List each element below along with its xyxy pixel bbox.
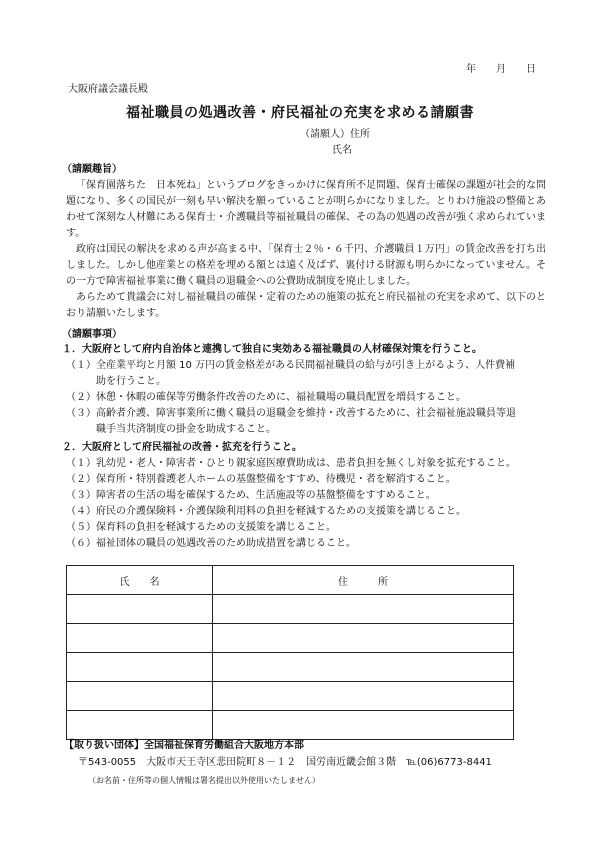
request-item-number: （１） (66, 360, 96, 371)
date-line: 年 月 日 (466, 64, 536, 75)
request-item (62, 390, 548, 406)
request-item-number: （３） (66, 408, 96, 419)
request-item-number: （５） (66, 522, 96, 533)
request-item (62, 406, 548, 438)
purpose-heading: （請願趣旨） (62, 164, 122, 175)
request-item-text: 保育料の負担を軽減するための支援策を講じること。 (96, 522, 336, 533)
signature-row[interactable] (67, 682, 514, 711)
signature-table (66, 565, 514, 740)
address-cell[interactable] (213, 682, 514, 711)
addressee: 大阪府議会議長殿 (68, 84, 148, 95)
request-item (62, 472, 548, 488)
purpose-paragraph: 「保育園落ちた 日本死ね」というブログをきっかけに保育所不足問題、保育士確保の課題が社会的な問題になり、多くの国民が一刻も早い解決を願っていることが明らかになりました。とりわけ施設の整備とあわせて深刻な人材難にある保育士・介護職員等福祉職員の確保、その為の処遇の改善が強く求められています。 (66, 180, 546, 239)
request-item (62, 536, 548, 552)
signature-header-row (67, 566, 514, 595)
request-item (62, 488, 548, 504)
petitioner-address-label: （請願人）住所 (300, 129, 370, 140)
purpose-paragraph: あらためて貴議会に対し福祉職員の確保・定着のための施策の拡充と府民福祉の充実を求めて、以下のとおり請願いたします。 (66, 292, 546, 319)
request-item-text: 保育所・特別養護老人ホームの基盤整備をすすめ、待機児・者を解消すること。 (96, 474, 456, 485)
petitioner-name-label: 氏名 (332, 145, 352, 156)
handling-organization: 【取り扱い団体】全国福祉保育労働組合大阪地方本部 (64, 740, 304, 751)
request-item-text: 福祉団体の職員の処遇改善のため助成措置を講じること。 (96, 538, 356, 549)
address-cell[interactable] (213, 595, 514, 624)
requests-heading: （請願事項） (62, 329, 122, 340)
request-item-number: （１） (66, 458, 96, 469)
request-item-continuation: 助を行うこと。 (96, 376, 166, 387)
request-item-text: 休憩・休暇の確保等労働条件改善のために、福祉職場の職員配置を増員すること。 (96, 392, 466, 403)
organization-address: 〒543-0055 大阪市天王寺区悲田院町８－１２ 国労南近畿会館３階 ℡(06)6773-8441 (78, 757, 492, 768)
request-item-text: 障害者の生活の場を確保するため、生活施設等の基盤整備をすすめること。 (96, 490, 436, 501)
privacy-note: （お名前・住所等の個人情報は署名提出以外使用いたしません） (88, 776, 320, 785)
address-column-header: 住 所 (213, 566, 514, 595)
address-cell[interactable] (213, 624, 514, 653)
request-item-continuation: 職手当共済制度の掛金を助成すること。 (96, 424, 276, 435)
request-item-text: 全産業平均と月額 10 万円の賃金格差がある民間福祉職員の給与が引き上がるよう、人件費補 (96, 360, 516, 371)
name-cell[interactable] (67, 624, 213, 653)
name-cell[interactable] (67, 653, 213, 682)
signature-row[interactable] (67, 653, 514, 682)
request-group-title: １．大阪府として府内自治体と連携して独自に実効ある福祉職員の人材確保対策を行うこと。 (62, 344, 482, 355)
request-group-2 (62, 440, 548, 552)
request-item (62, 504, 548, 520)
request-item (62, 358, 548, 390)
purpose-paragraph: 政府は国民の解決を求める声が高まる中、「保育士２％・６千円、介護職員１万円」の賃金改善を打ち出しました。しかし他産業との格差を埋める額とは遠く及ばず、裏付ける財源も明らかになっていません。その一方で障害福祉事業に働く職員の退職金への公費助成制度を廃止しました。 (66, 244, 546, 287)
name-cell[interactable] (67, 682, 213, 711)
address-cell[interactable] (213, 653, 514, 682)
name-column-header: 氏 名 (67, 566, 213, 595)
request-item-number: （６） (66, 538, 96, 549)
request-item-number: （４） (66, 506, 96, 517)
request-item-number: （３） (66, 490, 96, 501)
request-item (62, 520, 548, 536)
request-item-text: 府民の介護保険料・介護保険利用料の負担を軽減するための支援策を講じること。 (96, 506, 466, 517)
request-item-text: 高齢者介護、障害事業所に働く職員の退職金を維持・改善するために、社会福祉施設職員等退 (96, 408, 516, 419)
document-title: 福祉職員の処遇改善・府民福祉の充実を求める請願書 (126, 105, 474, 121)
request-item (62, 456, 548, 472)
signature-row[interactable] (67, 624, 514, 653)
request-item-number: （２） (66, 474, 96, 485)
request-item-text: 乳幼児・老人・障害者・ひとり親家庭医療費助成は、患者負担を無くし対象を拡充すること。 (96, 458, 516, 469)
request-group-title: ２．大阪府として府民福祉の改善・拡充を行うこと。 (62, 442, 302, 453)
request-item-number: （２） (66, 392, 96, 403)
petitioner-block (300, 127, 370, 159)
purpose-paragraphs (66, 178, 546, 322)
request-group-1 (62, 342, 548, 438)
name-cell[interactable] (67, 595, 213, 624)
signature-row[interactable] (67, 595, 514, 624)
